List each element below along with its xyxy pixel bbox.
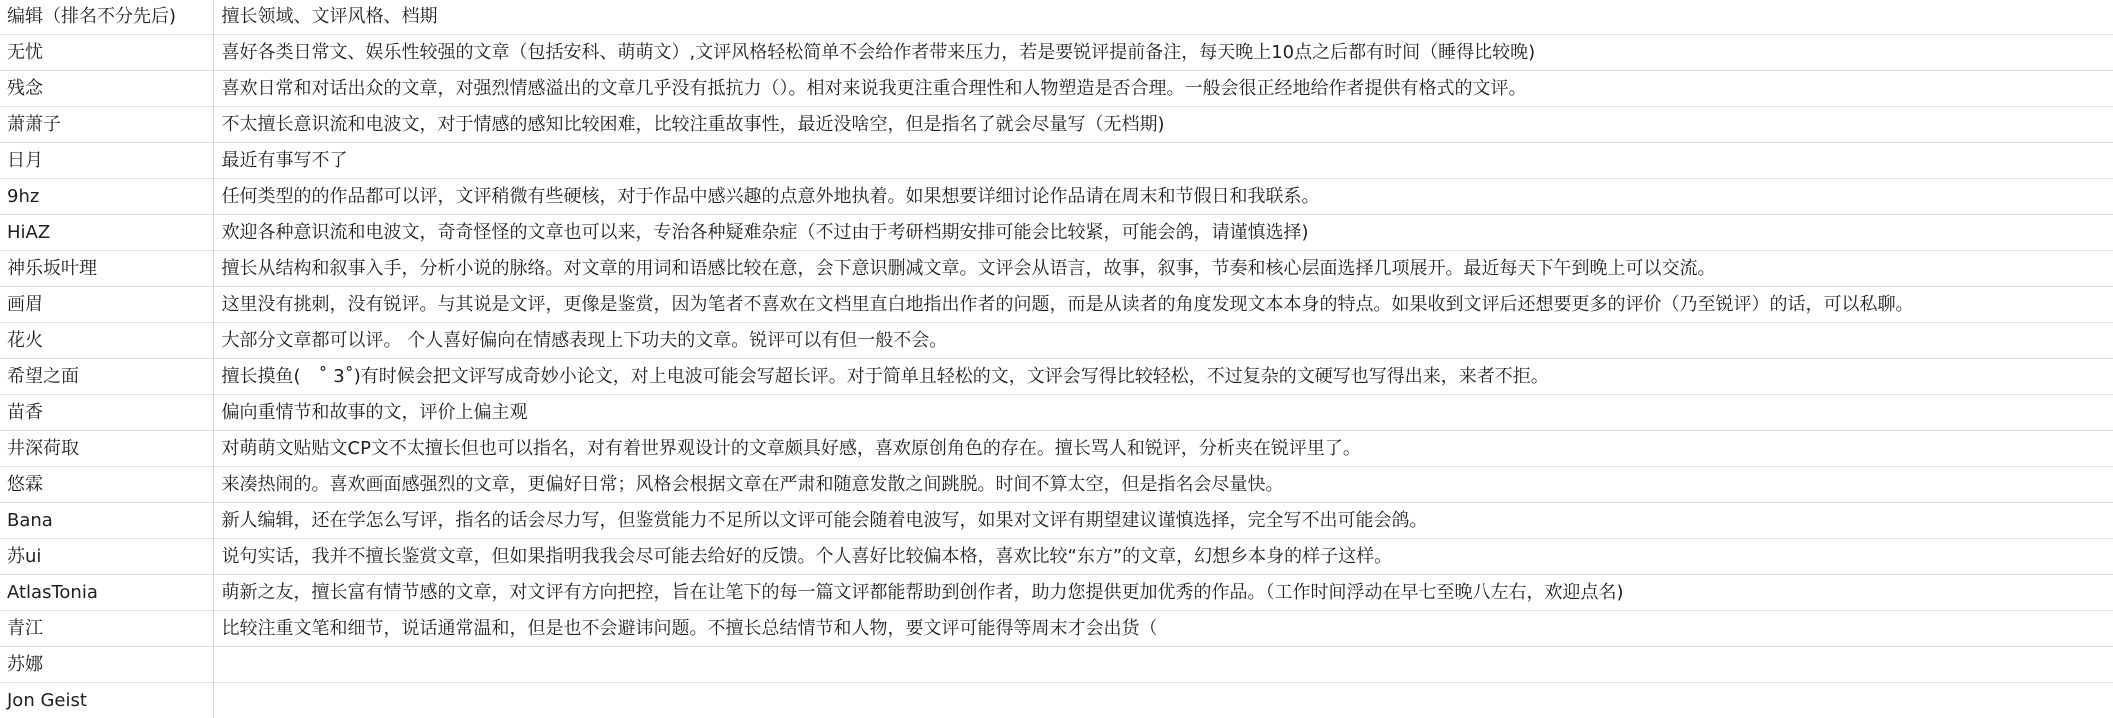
editor-description-cell[interactable]: 新人编辑，还在学怎么写评，指名的话会尽力写，但鉴赏能力不足所以文评可能会随着电波写，如果对文评有期望建议谨慎选择，完全写不出可能会鸽。 xyxy=(213,502,2113,538)
editor-name-cell[interactable]: 萧萧子 xyxy=(0,106,213,142)
editor-name-cell[interactable]: 苗香 xyxy=(0,394,213,430)
editor-description-cell[interactable]: 比较注重文笔和细节，说话通常温和，但是也不会避讳问题。不擅长总结情节和人物，要文评可能得等周末才会出货（ xyxy=(213,610,2113,646)
table-row xyxy=(0,574,2113,610)
editor-name-cell[interactable]: 苏娜 xyxy=(0,646,213,682)
table-row xyxy=(0,682,2113,718)
table-row xyxy=(0,106,2113,142)
editor-name-cell[interactable]: 神乐坂叶理 xyxy=(0,250,213,286)
table-row xyxy=(0,610,2113,646)
header-cell-description[interactable]: 擅长领域、文评风格、档期 xyxy=(213,0,2113,34)
editor-name-cell[interactable]: 青江 xyxy=(0,610,213,646)
editor-name-cell[interactable]: 残念 xyxy=(0,70,213,106)
editor-name-cell[interactable]: Jon Geist xyxy=(0,682,213,718)
table-row xyxy=(0,142,2113,178)
editor-name-cell[interactable]: 日月 xyxy=(0,142,213,178)
editor-name-cell[interactable]: 花火 xyxy=(0,322,213,358)
editor-description-cell[interactable]: 来凑热闹的。喜欢画面感强烈的文章，更偏好日常；风格会根据文章在严肃和随意发散之间跳脱。时间不算太空，但是指名会尽量快。 xyxy=(213,466,2113,502)
editor-description-cell[interactable]: 大部分文章都可以评。 个人喜好偏向在情感表现上下功夫的文章。锐评可以有但一般不会。 xyxy=(213,322,2113,358)
editor-name-cell[interactable]: HiAZ xyxy=(0,214,213,250)
table-row xyxy=(0,538,2113,574)
editor-name-cell[interactable]: 9hz xyxy=(0,178,213,214)
editor-name-cell[interactable]: 井深荷取 xyxy=(0,430,213,466)
table-row xyxy=(0,178,2113,214)
table-row xyxy=(0,358,2113,394)
editor-description-cell[interactable]: 对萌萌文贴贴文CP文不太擅长但也可以指名，对有着世界观设计的文章颇具好感，喜欢原创角色的存在。擅长骂人和锐评，分析夹在锐评里了。 xyxy=(213,430,2113,466)
table-row xyxy=(0,502,2113,538)
editor-name-cell[interactable]: Bana xyxy=(0,502,213,538)
table-row xyxy=(0,70,2113,106)
editor-name-cell[interactable]: 画眉 xyxy=(0,286,213,322)
table-header-row xyxy=(0,0,2113,34)
table-row xyxy=(0,466,2113,502)
editor-description-cell[interactable]: 这里没有挑刺，没有锐评。与其说是文评，更像是鉴赏，因为笔者不喜欢在文档里直白地指出作者的问题，而是从读者的角度发现文本本身的特点。如果收到文评后还想要更多的评价（乃至锐评）的话，可以私聊。 xyxy=(213,286,2113,322)
editor-description-cell[interactable]: 不太擅长意识流和电波文，对于情感的感知比较困难，比较注重故事性，最近没啥空，但是指名了就会尽量写（无档期) xyxy=(213,106,2113,142)
editor-description-cell[interactable]: 擅长从结构和叙事入手，分析小说的脉络。对文章的用词和语感比较在意，会下意识删减文章。文评会从语言，故事，叙事，节奏和核心层面选择几项展开。最近每天下午到晚上可以交流。 xyxy=(213,250,2113,286)
table-row xyxy=(0,286,2113,322)
editor-description-cell[interactable]: 最近有事写不了 xyxy=(213,142,2113,178)
header-cell-editor[interactable]: 编辑（排名不分先后) xyxy=(0,0,213,34)
table-row xyxy=(0,394,2113,430)
table-row xyxy=(0,34,2113,70)
editor-description-cell[interactable] xyxy=(213,682,2113,718)
editor-description-cell[interactable]: 偏向重情节和故事的文，评价上偏主观 xyxy=(213,394,2113,430)
editor-name-cell[interactable]: 悠霖 xyxy=(0,466,213,502)
editor-description-cell[interactable]: 欢迎各种意识流和电波文，奇奇怪怪的文章也可以来，专治各种疑难杂症（不过由于考研档期安排可能会比较紧，可能会鸽，请谨慎选择) xyxy=(213,214,2113,250)
table-row xyxy=(0,430,2113,466)
table-row xyxy=(0,322,2113,358)
editor-description-cell[interactable]: 说句实话，我并不擅长鉴赏文章，但如果指明我我会尽可能去给好的反馈。个人喜好比较偏本格，喜欢比较“东方”的文章，幻想乡本身的样子这样。 xyxy=(213,538,2113,574)
editor-description-cell[interactable] xyxy=(213,646,2113,682)
table-row xyxy=(0,250,2113,286)
table-row xyxy=(0,214,2113,250)
editor-description-cell[interactable]: 任何类型的的作品都可以评，文评稍微有些硬核，对于作品中感兴趣的点意外地执着。如果想要详细讨论作品请在周末和节假日和我联系。 xyxy=(213,178,2113,214)
editor-description-cell[interactable]: 喜好各类日常文、娱乐性较强的文章（包括安科、萌萌文）,文评风格轻松简单不会给作者带来压力，若是要锐评提前备注，每天晚上10点之后都有时间（睡得比较晚) xyxy=(213,34,2113,70)
editor-description-cell[interactable]: 擅长摸鱼( ˚ 3˚)有时候会把文评写成奇妙小论文，对上电波可能会写超长评。对于简单且轻松的文，文评会写得比较轻松，不过复杂的文硬写也写得出来，来者不拒。 xyxy=(213,358,2113,394)
table-row xyxy=(0,646,2113,682)
editor-name-cell[interactable]: 苏ui xyxy=(0,538,213,574)
editor-description-cell[interactable]: 萌新之友，擅长富有情节感的文章，对文评有方向把控，旨在让笔下的每一篇文评都能帮助到创作者，助力您提供更加优秀的作品。（工作时间浮动在早七至晚八左右，欢迎点名) xyxy=(213,574,2113,610)
editor-name-cell[interactable]: 希望之面 xyxy=(0,358,213,394)
editor-name-cell[interactable]: 无忧 xyxy=(0,34,213,70)
editor-name-cell[interactable]: AtlasTonia xyxy=(0,574,213,610)
editor-description-cell[interactable]: 喜欢日常和对话出众的文章，对强烈情感溢出的文章几乎没有抵抗力（）。相对来说我更注重合理性和人物塑造是否合理。一般会很正经地给作者提供有格式的文评。 xyxy=(213,70,2113,106)
